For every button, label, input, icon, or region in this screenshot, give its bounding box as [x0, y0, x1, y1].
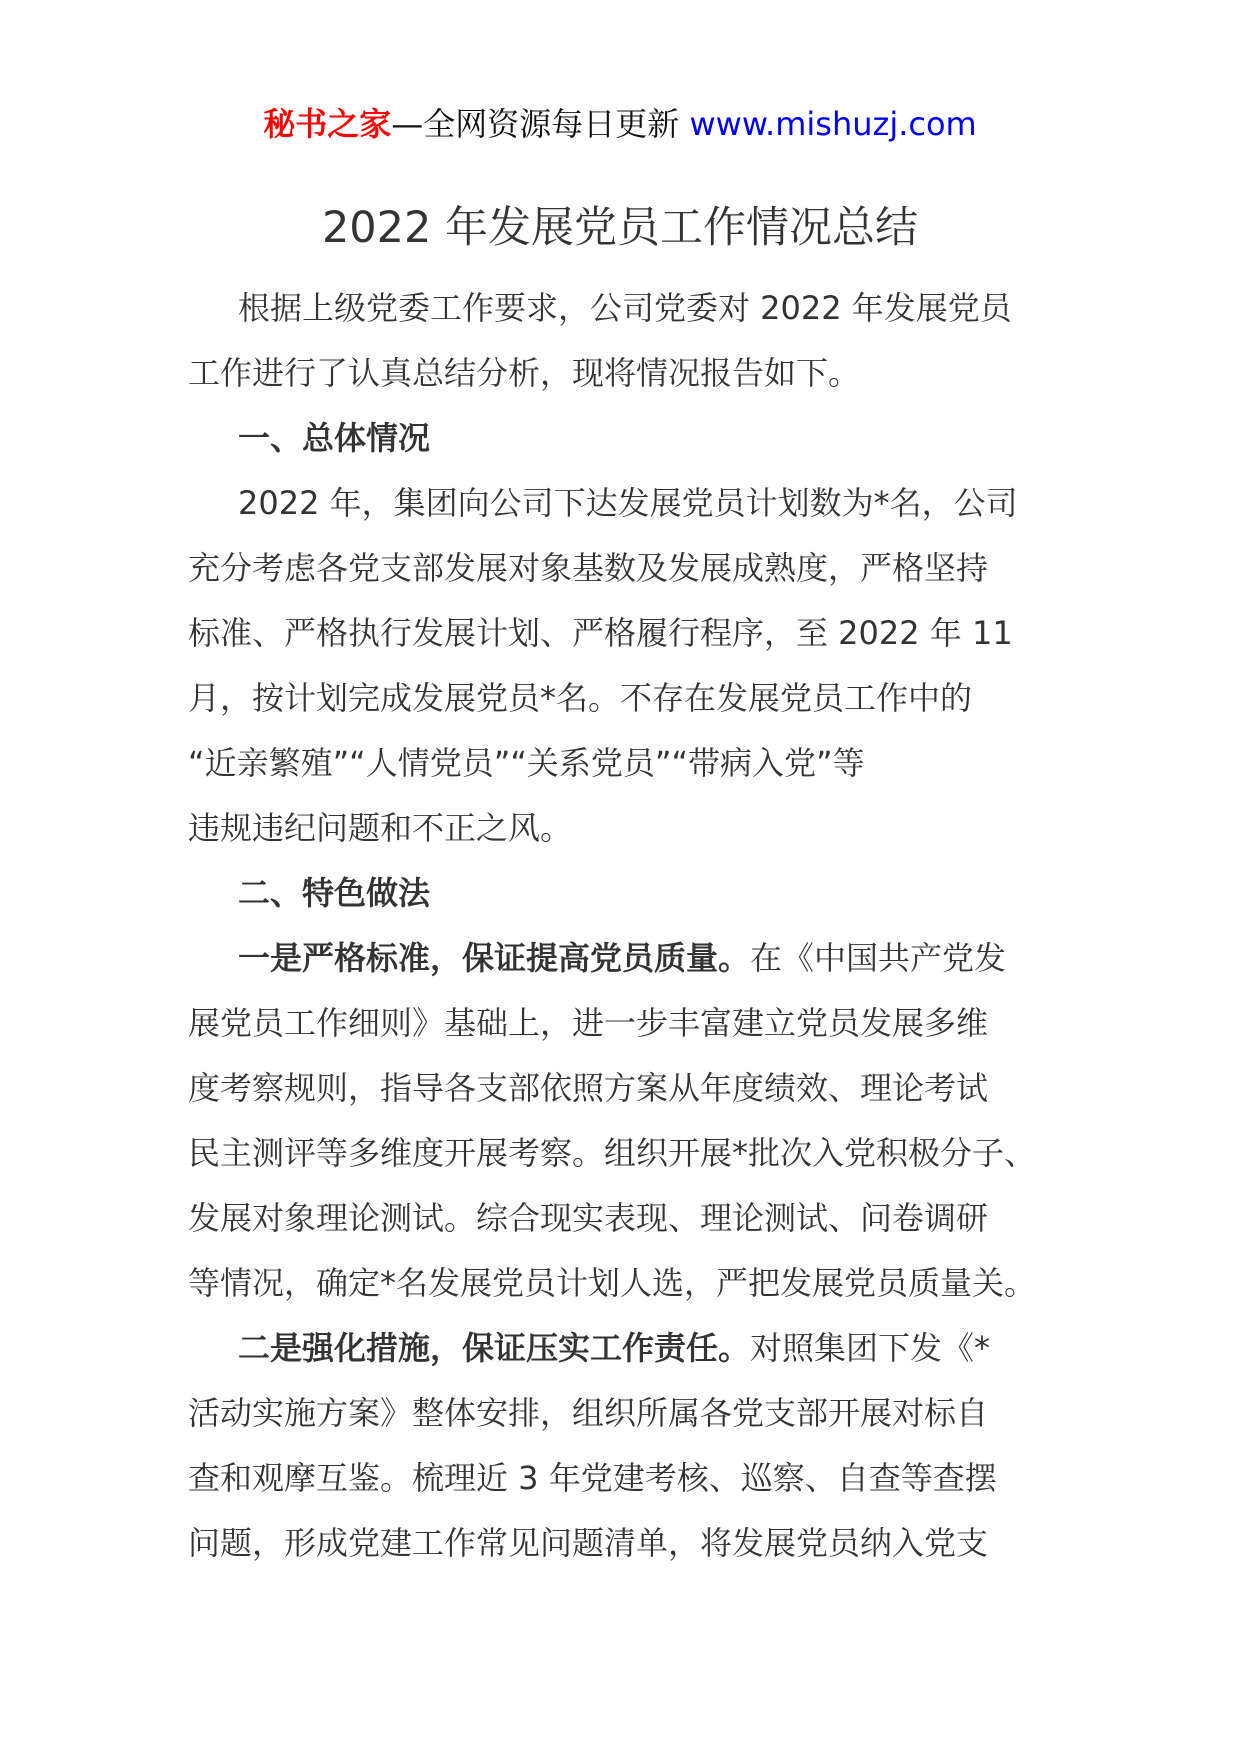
- item-1-first-rest: 在《中国共产党发: [750, 939, 1007, 977]
- document-title: 2022 年发展党员工作情况总结: [321, 203, 919, 253]
- item-2-line-4: 问题，形成党建工作常见问题清单，将发展党员纳入党支: [188, 1524, 989, 1562]
- section-1-heading: 一、总体情况: [238, 419, 431, 457]
- intro-line-1: 根据上级党委工作要求，公司党委对 2022 年发展党员: [238, 289, 1012, 327]
- site-header: [0, 102, 1240, 146]
- item-1-line-4: 民主测评等多维度开展考察。组织开展*批次入党积极分子、: [188, 1134, 1037, 1172]
- item-1-line-2: 展党员工作细则》基础上，进一步丰富建立党员发展多维: [188, 1004, 989, 1042]
- item-1-first-line: [188, 926, 1068, 991]
- item-2-line-3: 查和观摩互鉴。梳理近 3 年党建考核、巡察、自查等查摆: [188, 1459, 997, 1497]
- section-1-line-4: 月，按计划完成发展党员*名。不存在发展党员工作中的: [188, 679, 973, 717]
- document-body: [188, 276, 1068, 1576]
- brand-name: 秘书之家: [263, 105, 392, 143]
- item-1-line-3: 度考察规则，指导各支部依照方案从年度绩效、理论考试: [188, 1069, 989, 1107]
- header-tagline: —全网资源每日更新: [391, 105, 690, 143]
- section-2-heading: 二、特色做法: [238, 874, 431, 912]
- item-1-line-5: 发展对象理论测试。综合现实表现、理论测试、问卷调研: [188, 1199, 989, 1237]
- item-2-first-rest: 对照集团下发《*: [750, 1329, 991, 1367]
- section-1-line-6: 违规违纪问题和不正之风。: [188, 809, 573, 847]
- item-2-lead: 二是强化措施，保证压实工作责任。: [238, 1329, 751, 1367]
- item-2-first-line: [188, 1316, 1068, 1381]
- item-1-line-6: 等情况，确定*名发展党员计划人选，严把发展党员质量关。: [188, 1264, 1037, 1302]
- section-1-line-3: 标准、严格执行发展计划、严格履行程序，至 2022 年 11: [188, 614, 1013, 652]
- intro-line-2: 工作进行了认真总结分析，现将情况报告如下。: [188, 354, 861, 392]
- section-1-line-1: 2022 年，集团向公司下达发展党员计划数为*名，公司: [238, 484, 1018, 522]
- site-url-link[interactable]: www.mishuzj.com: [689, 105, 977, 143]
- item-2-line-2: 活动实施方案》整体安排，组织所属各党支部开展对标自: [188, 1394, 989, 1432]
- section-1-line-2: 充分考虑各党支部发展对象基数及发展成熟度，严格坚持: [188, 549, 989, 587]
- item-1-lead: 一是严格标准，保证提高党员质量。: [238, 939, 751, 977]
- section-1-line-5: “近亲繁殖”“人情党员”“关系党员”“带病入党”等: [188, 744, 865, 782]
